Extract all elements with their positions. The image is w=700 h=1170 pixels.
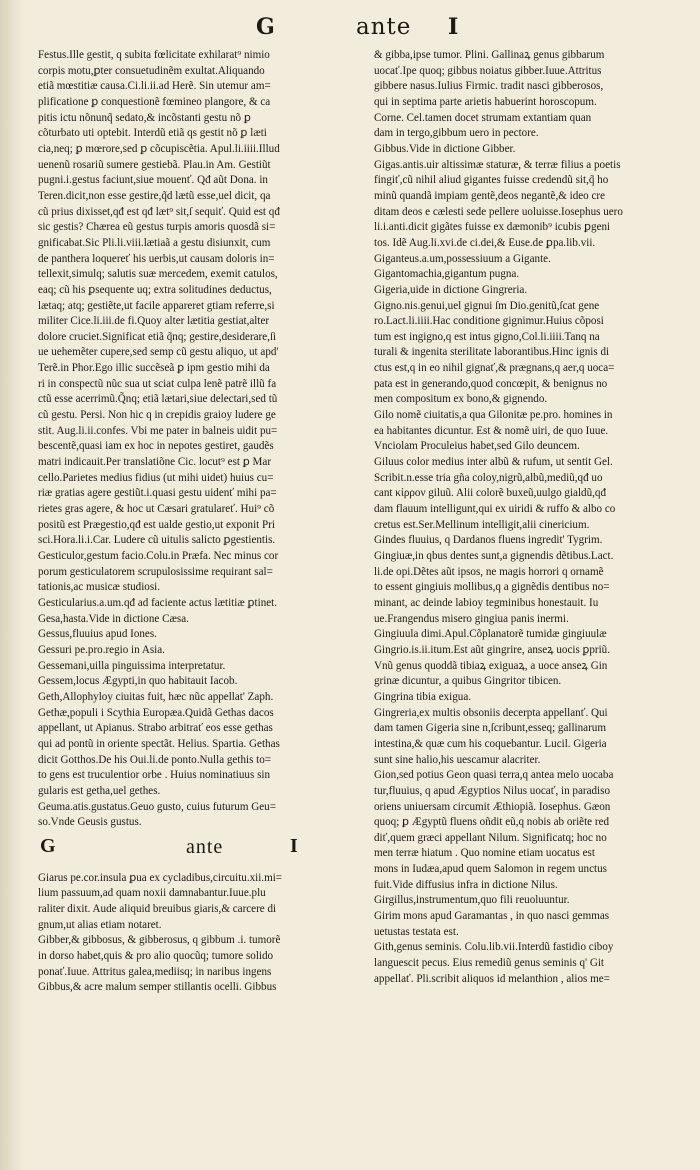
text-line: Gith,genus seminis. Colu.lib.vii.Interdũ fastidio ciboy (374, 941, 614, 954)
text-line: Giganteus.a.um,possessiuum a Gigante. (374, 252, 551, 265)
text-line: cũ gestu. Persi. Non hic q in crepidis graioy ludere ge (38, 409, 276, 422)
text-line: Gindes fluuius, q Dardanos fluens ingredit' Tygrim. (374, 534, 603, 547)
text-line: Giluus color medius inter albũ & rufum, ut sentit Gel. (374, 456, 613, 469)
text-line: Vnciolam Proculeius habet,sed Gilo deuncem. (374, 440, 580, 453)
text-line: fingiť,cũ nihil aliud gigantes fuisse credendũ sit,q̃ ho (374, 174, 609, 187)
text-line: corpis motu,ꝑter consuetudinẽm exultat.Aliquando (38, 64, 265, 77)
text-line: pugni.i.gestus faciunt,siue mouenť. Qđ aũt Dona. in (38, 174, 268, 187)
text-line: uetustas testata est. (374, 925, 459, 938)
text-line: Gigno.nis.genui,uel gignui ſm Dio.genitũ,ſcat gene (374, 299, 600, 312)
text-line: Gesa,hasta.Vide in dictione Cæsa. (38, 612, 189, 625)
text-line: de panthera loquereť his uerbis,ut causam doloris in= (38, 252, 275, 265)
text-line: oriens uniuersam circumit Æthiopiã. Iosephus. Gæon (374, 800, 611, 813)
text-line: uocať.Ipe quoq; gibbus noiatus gibber.Iuue.Attritus (374, 64, 602, 77)
text-line: Gibbus.Vide in dictione Gibber. (374, 142, 516, 155)
text-line: sic gestis? Chærea eũ gestus turpis amoris quosdã si= (38, 221, 276, 234)
text-line: minũ quandã impiam gentẽ,deos negantẽ,& ideo cre (374, 189, 606, 202)
text-line: bescentẽ,quasi iam ex hoc in nepotes gestiret, gaudẽs (38, 440, 274, 453)
text-line: diť,quem græci appellant Nilum. Significatq; hoc no (374, 831, 607, 844)
text-line: gibbere nasus.Iulius Firmic. tradit nasci gibberosos, (374, 80, 604, 93)
text-line: appellant, ut Apianus. Strabo arbitrať eos esse gethas (38, 722, 273, 735)
text-line: ctũ esse acerrimũ.Q̃nq; etiã lætari,siue delectari,sed tũ (38, 393, 278, 406)
text-line: rietes gras agere, & hoc ut Cæsari gratulareť. Hui⁹ cõ (38, 503, 275, 516)
text-line: cretus est.Ser.Mellinum intelligit,alii cinericium. (374, 518, 590, 531)
text-line: minant, ac deinde labioy tegminibus honestauit. Iu (374, 596, 599, 609)
text-line: Scribit.n.esse tria gña coloy,nigrũ,albũ,mediũ,qđ uo (374, 471, 603, 484)
text-line: pitis ictu nõnunq̃ sedato,& incõstanti gestu nõ ꝑ (38, 111, 251, 124)
subheading-left-letter: G (40, 834, 56, 857)
section-subheading (38, 834, 363, 867)
text-line: gnum,ut alias etiam notaret. (38, 918, 162, 931)
text-line: dam in tergo,gibbum uero in pectore. (374, 127, 539, 140)
text-line: sunt sine halio,his uescamur alacriter. (374, 753, 541, 766)
text-line: lium passuum,ad quam noxii damnabantur.Iuue.plu (38, 887, 266, 900)
right-text-column (374, 48, 692, 987)
text-line: Corne. Cel.tamen docet strumam extantiam quan (374, 111, 592, 124)
text-line: etiã mœstitiæ causa.Ci.li.ii.ad Herẽ. Sin utemur am= (38, 80, 271, 93)
text-line: riæ gratias agere gestiũt.i.quasi gestu uidenť mihi pa= (38, 487, 277, 500)
text-line: Gibbus,& acre malum semper stillantis ocelli. Gibbus (38, 981, 277, 994)
text-line: intestina,& quæ cum his coquebantur. Lucil. Gigeria (374, 737, 607, 750)
text-line: sci.Hora.li.i.Car. Ludere cũ uitulis salicto ꝑgestientis. (38, 534, 276, 547)
text-line: qui in septima parte arietis habuerint horoscopum. (374, 95, 597, 108)
text-line: men terræ hiatum . Quo nomine etiam uocatus est (374, 847, 595, 860)
text-line: plificatione ꝑ conquestionẽ fœmineo plangore, & ca (38, 95, 271, 108)
text-line: cia,neq; ꝑ mœrore,sed ꝑ cõcupiscẽtia. Apul.li.iiii.Illud (38, 142, 280, 155)
text-line: Gigantomachia,gigantum pugna. (374, 268, 520, 281)
text-line: tum est ingigno,q est intus gigno,Col.li.iiii.Tanq na (374, 330, 600, 343)
text-line: appellať. Pli.scribit aliquos id melanthion , alios me= (374, 972, 610, 985)
text-line: so.Vnde Geusis gustus. (38, 816, 142, 829)
text-line: raliter dixit. Aude aliquid breuibus giaris,& carcere di (38, 903, 277, 916)
running-head-right-letter: I (448, 14, 459, 40)
text-line: in dorso habet,quis & pro alio quocũq; tumore solido (38, 950, 274, 963)
text-line: tellexit,simulq; salutis suæ mercedem, exemit catulos, (38, 268, 278, 281)
running-head-title: ante (356, 14, 412, 40)
text-line: Geth,Allophyloy ciuitas fuit, hæc nũc appellat' Zaph. (38, 690, 274, 703)
text-line: militer Cice.li.iii.de fi.Quoy alter lætitia gestiat,alter (38, 315, 270, 328)
text-line: lætaq; atq; gestiẽte,ut facile appareret gtiam referre,si (38, 299, 275, 312)
text-line: porum gesticulatorem scrupulosissime requirant sal= (38, 565, 273, 578)
text-line: Gingrina tibia exigua. (374, 690, 472, 703)
text-line: positũ est Prægestio,qđ est ualde gestio,ut exponit Pri (38, 518, 275, 531)
text-line: qui ad pontũ in oriente spectãt. Helius. Spartia. Gethas (38, 737, 280, 750)
text-line: Gibber,& gibbosus, & gibberosus, q gibbum .i. tumorẽ (38, 934, 281, 947)
text-line: Gigas.antis.uir altissimæ staturæ, & terræ filius a poetis (374, 158, 621, 171)
text-line: to gens est truculentior orbe . Huius nominatiuus sin (38, 769, 271, 782)
left-column-bottom-entries (38, 871, 363, 996)
text-line: quoq; ꝑ Ægyptũ fluens oñdit eũ,q nobis ab oriẽte red (374, 816, 610, 829)
text-line: stit. Aug.li.ii.confes. Vbi me pater in balneis uidit pu= (38, 424, 278, 437)
text-line: Girgillus,instrumentum,quo fili reuoluuntur. (374, 894, 570, 907)
text-line: tos. Idẽ Aug.li.xvi.de ci.dei,& Euse.de ꝑpa.lib.vii. (374, 236, 596, 249)
text-line: ea habitantes dicuntur. Est & nomẽ uiri, de quo Iuue. (374, 424, 609, 437)
text-line: Gingiuula dimi.Apul.Cõplanatorẽ tumidæ gingiuulæ (374, 628, 607, 641)
subheading-title: ante (186, 835, 224, 858)
text-line: tur,fluuius, q apud Ægyptios Nilus uocať, in paradiso (374, 784, 611, 797)
text-line: gnificabat.Sic Pli.li.viii.lætiaã a gestu disiunxit, cum (38, 236, 271, 249)
text-line: cant κίρρον giluũ. Alii colorẽ buxeũ,uulgo gialdũ,qđ (374, 487, 607, 500)
text-line: Festus.Ille gestit, q subita fœlicitate exhilarat⁹ nimio (38, 49, 270, 61)
text-line: dolore cruciet.Significat etiã q̃nq; gestire,desiderare,ſi (38, 330, 277, 343)
text-line: Vnũ genus quoddã tibiaꝝ exiguaꝝ, a uoce anseꝝ Gin (374, 659, 608, 672)
text-line: ri in conspectũ nũc sua ut sciat culpa lenẽ patrẽ illũ fa (38, 377, 277, 390)
text-line: ctus est,q in eo nihil gignať,& prægnans,q aer,q uoca= (374, 362, 615, 375)
text-line: men compositum ex bono,& gignendo. (374, 393, 548, 406)
running-head (0, 14, 700, 44)
page-gutter-shadow (0, 0, 24, 1170)
text-line: Gessemani,uilla pinguissima interpretatur. (38, 659, 226, 672)
text-line: Gessem,locus Ægypti,in quo habitauit Iacob. (38, 675, 238, 688)
left-column-top-entries (38, 48, 363, 831)
text-line: Gessuri pe.pro.regio in Asia. (38, 643, 165, 656)
text-line: Gingiuæ,in qbus dentes sunt,a gignendis dẽtibus.Lact. (374, 550, 614, 562)
text-line: Gethæ,populi i Scythia Europæa.Quidã Gethas dacos (38, 706, 274, 719)
text-line: ponať.Iuue. Attritus galea,mediisq; in naribus ingens (38, 965, 272, 978)
text-line: li.de opi.Dẽtes aũt ipsos, ne magis horrori q ornamẽ (374, 565, 604, 578)
running-head-left-letter: G (256, 14, 275, 40)
text-line: Geuma.atis.gustatus.Geuo gusto, cuius futurum Geu= (38, 800, 276, 813)
text-line: fuit.Vide diffusius infra in dictione Nilus. (374, 878, 558, 891)
text-line: pata est in generando,quod concœpit, & benignus no (374, 377, 608, 390)
text-line: li.i.anti.dicit gigãtes fuisse ex dæmonib⁹ icubis ꝑgeni (374, 221, 611, 234)
text-line: Terẽ.in Phor.Ego illic succẽseã ꝑ ipm gestio mihi da (38, 362, 270, 375)
text-line: to essent gingiuis mollibus,q a gignẽdis dentibus no= (374, 581, 610, 594)
text-line: eaq; cũ his ꝑsequente uq; extra solitudines deductus, (38, 283, 272, 296)
text-line: Gigeria,uide in dictione Gingreria. (374, 283, 528, 296)
text-line: & gibba,ipse tumor. Plini. Gallinaꝝ genus gibbarum (374, 49, 605, 61)
text-line: ditam deos e cælesti sede pellere uoluisse.Iosephus uero (374, 205, 623, 218)
text-line: ro.Lact.li.iiii.Hac conditione gignimur.Huius cõposi (374, 315, 604, 328)
text-line: Gion,sed potius Geon quasi terra,q antea melo uocaba (374, 769, 614, 782)
text-line: cũ prius dixisset,qđ est qđ læt⁹ sit,ſ sequiť. Quid est qđ (38, 205, 280, 218)
text-line: Giarus pe.cor.insula ꝑua ex cycladibus,circuitu.xii.mi= (38, 871, 283, 884)
text-line: dam flauum intelligunt,qui ex uiridi & ruffo & albo co (374, 503, 616, 516)
subheading-right-letter: I (290, 834, 298, 857)
text-line: Teren.dicit,non esse gestire,q̃d lætũ esse,uel dicit, qa (38, 189, 271, 202)
text-line: Gilo nomẽ ciuitatis,a qua Gilonitæ pe.pro. homines in (374, 409, 613, 422)
text-line: cõturbato uti optebit. Interdũ etiã qs gestit nõ ꝑ læti (38, 127, 267, 140)
text-line: ue uehemẽter cupere,sed semp cũ gestu aliquo, ut apd' (38, 346, 279, 359)
text-line: Gesticulor,gestum facio.Colu.in Præfa. Nec minus cor (38, 550, 279, 562)
text-line: Girim mons apud Garamantas , in quo nasci gemmas (374, 910, 610, 923)
text-line: languescit pecus. Eius remediũ genus seminis q' Git (374, 957, 604, 970)
text-line: matri indicauit.Per translatiõne Cic. locut⁹ est ꝑ Mar (38, 456, 272, 469)
text-line: turali & ingenita sterilitate laborantibus.Hinc ignis di (374, 346, 610, 359)
text-line: cello.Parietes medius fidius (ut mihi uidet) huius cu= (38, 471, 274, 484)
text-line: Gingreria,ex multis obsoniis decerpta appellanť. Qui (374, 706, 608, 719)
text-line: Gessus,fluuius apud Iones. (38, 628, 157, 641)
text-line: Gesticularius.a.um.qđ ad faciente actus lætitiæ ꝑtinet. (38, 596, 278, 609)
text-line: Gingrio.is.ii.itum.Est aũt gingrire, anseꝝ uocis ꝑpriũ. (374, 643, 611, 656)
text-line: mons in Iudæa,apud quem Salomon in regem unctus (374, 863, 607, 876)
text-line: ue.Frangendus misero gingiua panis inermi. (374, 612, 569, 625)
text-line: dicit Gotthos.De his Oui.li.de ponto.Nulla gethis to= (38, 753, 272, 766)
left-text-column (38, 48, 363, 996)
text-line: dam tamen Gigeria sine n,ſcribunt,esseq; gallinarum (374, 722, 606, 735)
text-line: grinæ dicuntur, a quibus Gingritor tibicen. (374, 675, 562, 688)
text-line: uenenũ rosariũ sumere gestiebã. Plau.in Am. Gestiũt (38, 158, 271, 171)
text-line: gularis est getha,uel gethes. (38, 784, 161, 797)
text-line: tationis,ac musicæ studiosi. (38, 581, 161, 594)
